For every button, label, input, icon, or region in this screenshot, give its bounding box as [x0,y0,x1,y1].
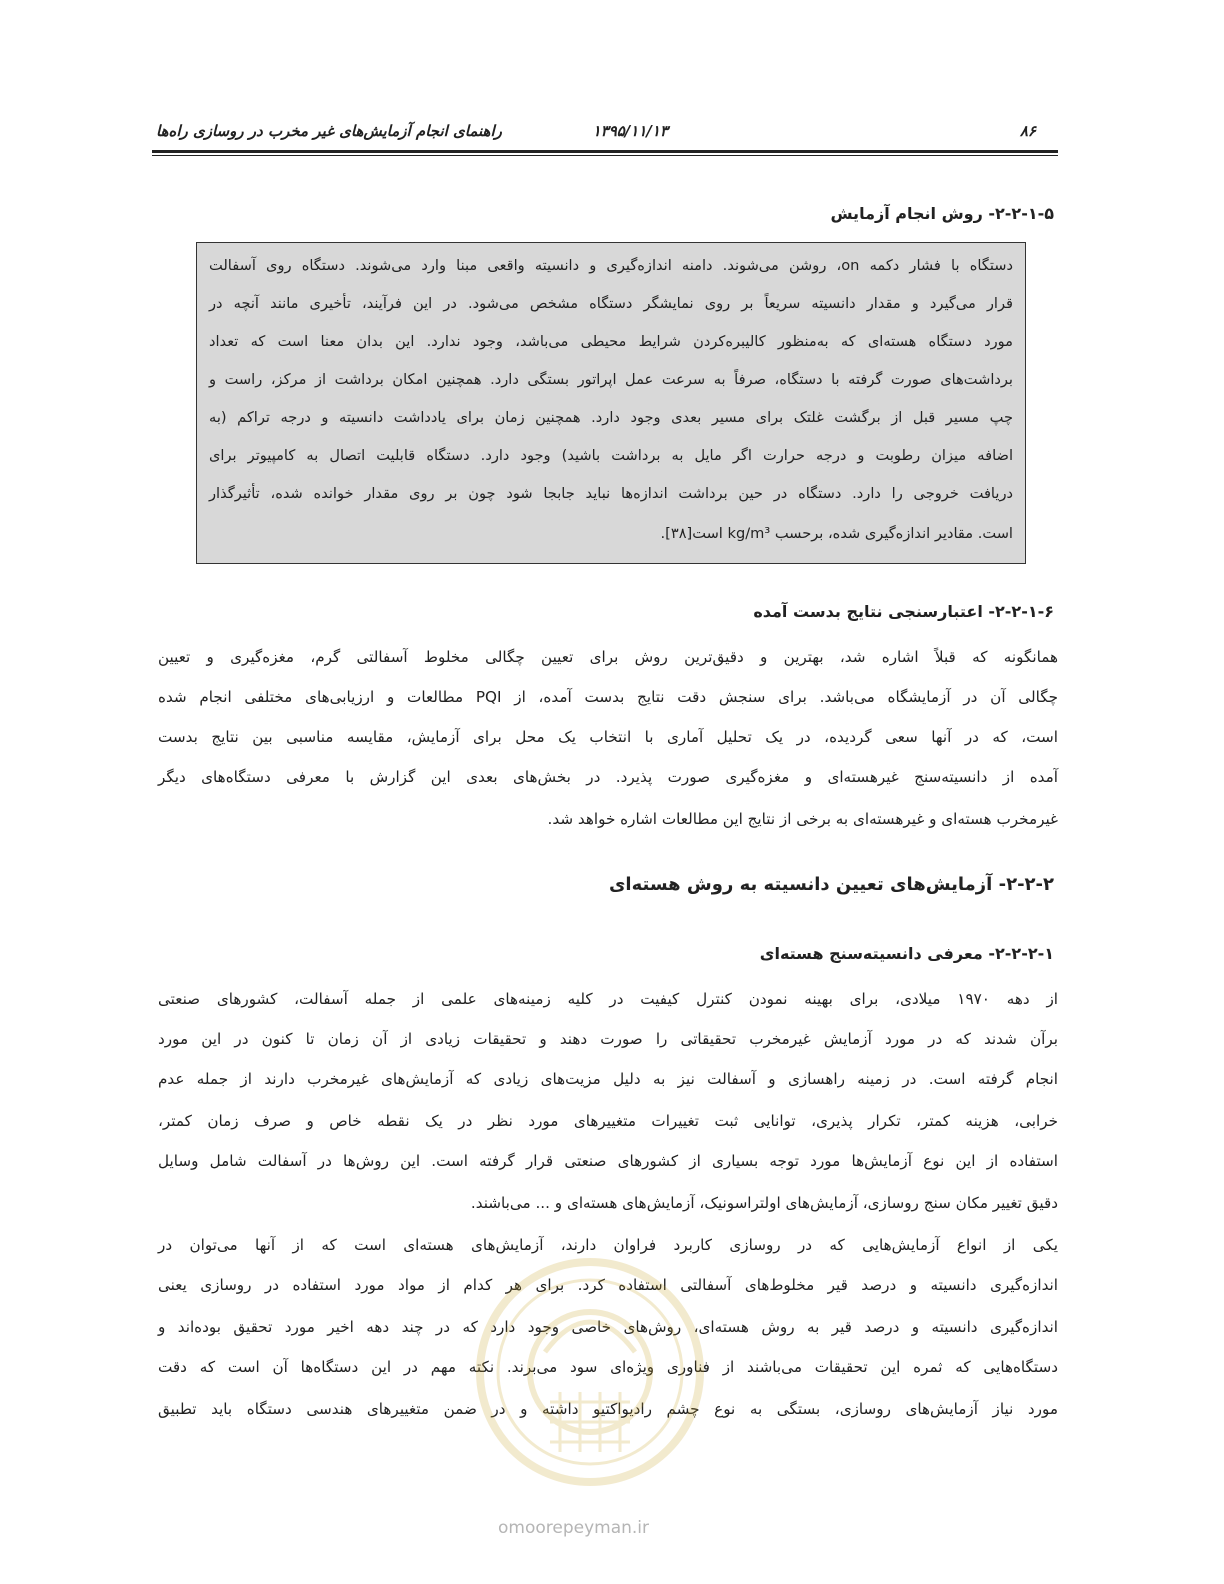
paragraph-line: دقیق تغییر مکان سنج روسازی، آزمایش‌های اولتراسونیک، آزمایش‌های هسته‌ای و ... می‌باشند. [470,1194,1058,1212]
paragraph-line: از دهه ۱۹۷۰ میلادی، برای بهینه نمودن کنترل کیفیت در کلیه زمینه‌های علمی از جمله آسفالت، کشورهای صنعتی [158,990,1059,1008]
header-rule-thick [152,150,1058,153]
paragraph-line: غیرمخرب هسته‌ای و غیرهسته‌ای به برخی از نتایج این مطالعات اشاره خواهد شد. [547,810,1058,828]
header-title: راهنمای انجام آزمایش‌های غیر مخرب در روسازی راه‌ها [156,122,502,140]
box-line: دستگاه با فشار دکمه on، روشن می‌شوند. دامنه اندازه‌گیری و دانسیته واقعی مبنا وارد می‌شوند. دستگاه روی آسفالت [209,257,1013,274]
paragraph-line: برآن شدند که در مورد آزمایش غیرمخرب تحقیقاتی را صورت دهند و تحقیقات زیادی از آن زمان تا کنون در این مورد [158,1030,1058,1048]
paragraph-line: مورد نیاز آزمایش‌های روسازی، بستگی به نوع چشم رادیواکتیو داشته و در ضمن متغییرهای هندسی دستگاه باید تطبیق [158,1400,1058,1418]
paragraph-line: همانگونه که قبلاً اشاره شد، بهترین و دقیق‌ترین روش برای تعیین چگالی مخلوط آسفالتی گرم، مغزه‌گیری و تعیین [158,648,1058,666]
section-heading-2-2-2: ۲-۲-۲- آزمایش‌های تعیین دانسیته به روش هسته‌ای [608,874,1054,895]
page-number: ۸۶ [1019,122,1036,140]
box-line: مورد دستگاه هسته‌ای که به‌منظور کالیبره‌کردن شرایط محیطی می‌باشد، وجود ندارد. این بدان معنا است که تعداد [209,333,1013,350]
paragraph-line: استفاده از این نوع آزمایش‌ها مورد توجه بسیاری از کشورهای صنعتی قرار گرفته است. این روش‌ها در آسفالت شامل وسایل [158,1152,1058,1170]
paragraph-line: آمده از دانسیته‌سنج غیرهسته‌ای و مغزه‌گیری صورت پذیرد. در بخش‌های بعدی این گزارش با معرفی دستگاه‌های دیگر [158,768,1058,786]
box-line: دریافت خروجی را دارد. دستگاه در حین برداشت اندازه‌ها نباید جابجا شود چون بر روی مقدار خوانده شده، تأثیرگذار [209,485,1013,502]
watermark-url: omoorepeyman.ir [498,1518,650,1538]
paragraph-line: است، که در آنها سعی گردیده، در یک تحلیل آماری با انتخاب یک محل برای آزمایش، مقایسه مناسبی بین نتایج بدست [158,728,1058,746]
paragraph-line: اندازه‌گیری دانسیته و درصد قیر به روش هسته‌ای، روش‌های خاصی وجود دارد که در چند دهه اخیر مورد تحقیق بوده‌اند و [158,1318,1058,1336]
watermark-seal-logo [470,1252,710,1492]
section-heading-6: ۲-۲-۱-۶- اعتبارسنجی نتایج بدست آمده [753,602,1054,621]
paragraph-line: چگالی آن در آزمایشگاه می‌باشد. برای سنجش دقت نتایج بدست آمده، از PQI مطالعات و ارزیابی‌های مختلفی انجام شده [158,688,1058,706]
box-line: اضافه میزان رطوبت و درجه حرارت اگر مایل به برداشت باشید) وجود دارد. دستگاه قابلیت اتصال به کامپیوتر برای [209,447,1013,464]
box-line: چپ مسیر قبل از برگشت غلتک برای مسیر بعدی وجود دارد. همچنین زمان برای یادداشت دانسیته و درجه تراکم (به [209,409,1013,426]
box-line-last: است. مقادیر اندازه‌گیری شده، برحسب kg/m³ است[۳۸]. [660,525,1013,542]
section-heading-5: ۲-۲-۱-۵- روش انجام آزمایش [830,204,1054,223]
paragraph-line: انجام گرفته است. در زمینه راهسازی و آسفالت نیز به دلیل مزیت‌های زیادی که آزمایش‌های غیرمخرب دارند از جمله عدم [158,1070,1058,1088]
header-date: ۱۳۹۵/۱۱/۱۳ [592,122,668,140]
box-line: قرار می‌گیرد و مقدار دانسیته سریعاً بر روی نمایشگر دستگاه مشخص می‌شود. در این فرآیند، تأخیری مانند آنچه در [209,295,1013,312]
paragraph-line: اندازه‌گیری دانسیته و درصد قیر مخلوط‌های آسفالتی استفاده کرد. برای هر کدام از مواد مورد استفاده در روسازی یعنی [158,1276,1058,1294]
paragraph-line: دستگاه‌هایی که ثمره این تحقیقات می‌باشند از فناوری ویژه‌ای سود می‌برند. نکته مهم در این دستگاه‌ها آن است که دقت [158,1358,1058,1376]
procedure-box [196,242,1026,564]
box-line: برداشت‌های صورت گرفته با دستگاه، صرفاً به سرعت عمل اپراتور بستگی دارد. همچنین امکان برداشت از مرکز، راست و [209,371,1013,388]
running-header [152,118,1058,146]
paragraph-line: یکی از انواع آزمایش‌هایی که در روسازی کاربرد فراوان دارند، آزمایش‌های هسته‌ای است که از آنها می‌توان در [158,1236,1058,1254]
paragraph-line: خرابی، هزینه کمتر، تکرار پذیری، توانایی ثبت تغییرات متغییرهای مورد نظر در یک نقطه خاص و صرف زمان کمتر، [158,1112,1058,1130]
section-heading-2-2-2-1: ۲-۲-۲-۱- معرفی دانسیته‌سنج هسته‌ای [759,944,1054,963]
header-rule-thin [152,155,1058,156]
